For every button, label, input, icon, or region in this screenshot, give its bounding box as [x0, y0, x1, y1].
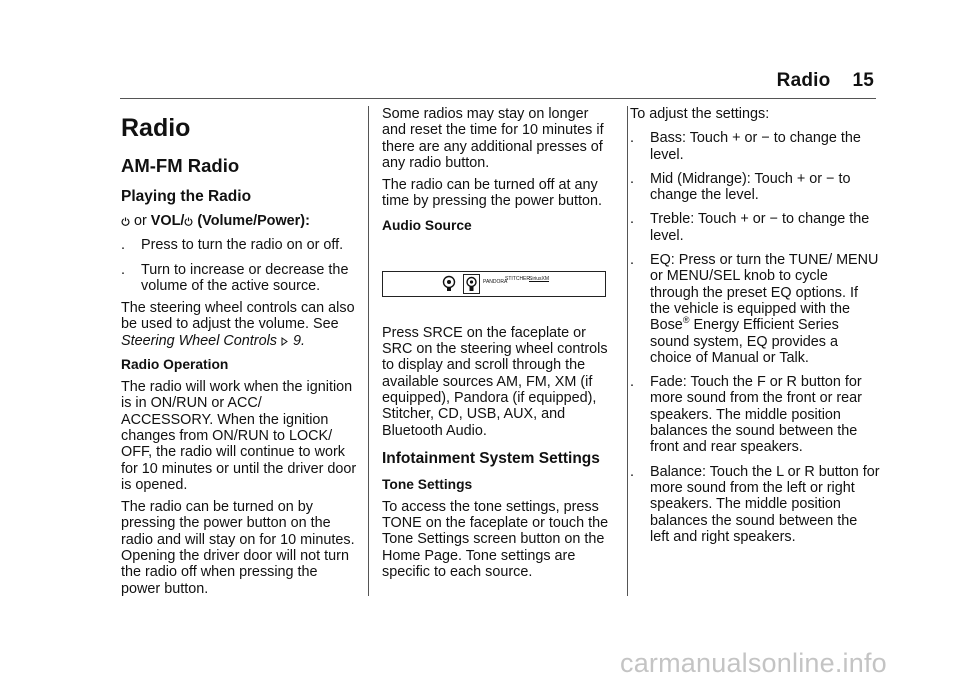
steering-text: The steering wheel controls can also be used to adjust the volume. See	[121, 300, 355, 333]
column-3	[630, 106, 880, 545]
list-item-fade	[630, 374, 880, 455]
page-title: Radio	[121, 114, 191, 142]
bullet-mark: .	[630, 130, 634, 147]
header-rule	[120, 98, 876, 99]
pandora-label: PANDORA	[483, 278, 508, 285]
tone-text: To access the tone settings, press TONE on the faceplate or touch the Tone Settings screen button on the Home Page. Tone settings are specific to each source.	[382, 498, 609, 581]
fade-text: Fade: Touch the F or R button for more sound from the front or rear speakers. The middle position balances the sound between the front and rear speakers.	[650, 374, 862, 456]
adjust-settings-intro: To adjust the settings:	[630, 106, 770, 122]
steering-paragraph	[121, 300, 357, 349]
volume-power-label: (Volume/Power):	[197, 213, 310, 229]
power-or-text: or	[134, 213, 147, 229]
subsection-playing-radio: Playing the Radio	[121, 188, 252, 205]
list-item-treble	[630, 211, 880, 244]
bass-text: Bass: Touch + or − to change the level.	[650, 130, 861, 163]
audio-source-heading: Audio Source	[382, 217, 472, 233]
bullet-mark: .	[630, 252, 634, 269]
column-1	[121, 106, 357, 597]
treble-text: Treble: Touch + or − to change the level.	[650, 211, 870, 244]
power-control-label	[121, 213, 357, 229]
bullet-mark: .	[630, 170, 634, 187]
bullet-mark: .	[630, 211, 634, 228]
registered-mark: ®	[682, 315, 690, 326]
list-item	[121, 237, 357, 253]
watermark: carmanualsonline.info	[620, 648, 887, 678]
page-reference-icon	[281, 337, 289, 346]
list-item-bass	[630, 130, 880, 163]
vol-label: VOL/	[150, 213, 185, 229]
power-icon	[121, 217, 130, 226]
section-heading-am-fm: AM-FM Radio	[121, 155, 240, 176]
off-text: The radio can be turned off at any time by pressing the power button.	[382, 177, 602, 210]
bullet-mark: .	[630, 463, 634, 480]
header-page-number: 15	[852, 70, 874, 91]
bullet-mark: .	[121, 261, 125, 278]
pandora-logo-boxed-icon	[463, 274, 480, 294]
eq-text-b: Energy Efficient Series sound system, EQ provides a choice of Manual or Talk.	[650, 317, 839, 366]
power-icon	[184, 217, 193, 226]
siriusxm-label: SiriusXM	[529, 275, 550, 282]
bullet-mark: .	[121, 237, 125, 254]
pandora-logo-icon	[442, 275, 456, 292]
column-2	[382, 106, 614, 580]
balance-text: Balance: Touch the L or R button for more sound from the left or right speakers. The middle position balances the sound between the left and right speakers.	[650, 463, 880, 545]
steering-controls-link[interactable]: Steering Wheel Controls	[121, 332, 277, 349]
mid-text: Mid (Midrange): Touch + or − to change the level.	[650, 170, 851, 204]
column-divider-2	[627, 106, 628, 596]
srce-text: Press SRCE on the faceplate or SRC on the steering wheel controls to display and scroll through the available sources AM, FM, XM (if equipped), Pandora (if equipped), Stitcher, CD, USB, AUX, and Bluetooth Audio.	[382, 324, 608, 439]
radio-operation-heading: Radio Operation	[121, 357, 229, 373]
audio-source-panel-illustration	[382, 271, 606, 297]
list-item-mid	[630, 171, 880, 204]
stitcher-label: STITCHER	[505, 275, 530, 282]
turn-on-text: The radio can be turned on by pressing the power button on the radio and will stay on for 10 minutes. Opening the driver door will not turn the radio off when pressing the power button.	[121, 499, 355, 597]
bullet-mark: .	[630, 374, 634, 391]
radio-operation-text: The radio will work when the ignition is in ON/RUN or ACC/ ACCESSORY. When the ignition changes from ON/RUN to LOCK/ OFF, the radio will continue to work for 10 minutes or until the driver door is opened.	[121, 379, 357, 493]
tone-settings-heading: Tone Settings	[382, 476, 473, 492]
list-item-text: Turn to increase or decrease the volume of the active source.	[141, 261, 349, 294]
list-item-eq	[630, 252, 880, 366]
steering-page-ref[interactable]: 9.	[292, 332, 305, 349]
header-section: Radio	[776, 70, 831, 91]
eq-text-a: EQ: Press or turn the TUNE/ MENU or MENU/SEL knob to cycle through the preset EQ options. If the vehicle is equipped with the Bose	[650, 252, 879, 334]
list-item-balance	[630, 464, 880, 545]
infotainment-settings-heading: Infotainment System Settings	[382, 449, 600, 467]
list-item	[121, 262, 357, 295]
list-item-text: Press to turn the radio on or off.	[141, 237, 344, 254]
page-header	[0, 70, 874, 92]
column-divider-1	[368, 106, 369, 596]
stay-on-text: Some radios may stay on longer and reset the time for 10 minutes if there are any additional presses of any radio button.	[382, 106, 604, 171]
